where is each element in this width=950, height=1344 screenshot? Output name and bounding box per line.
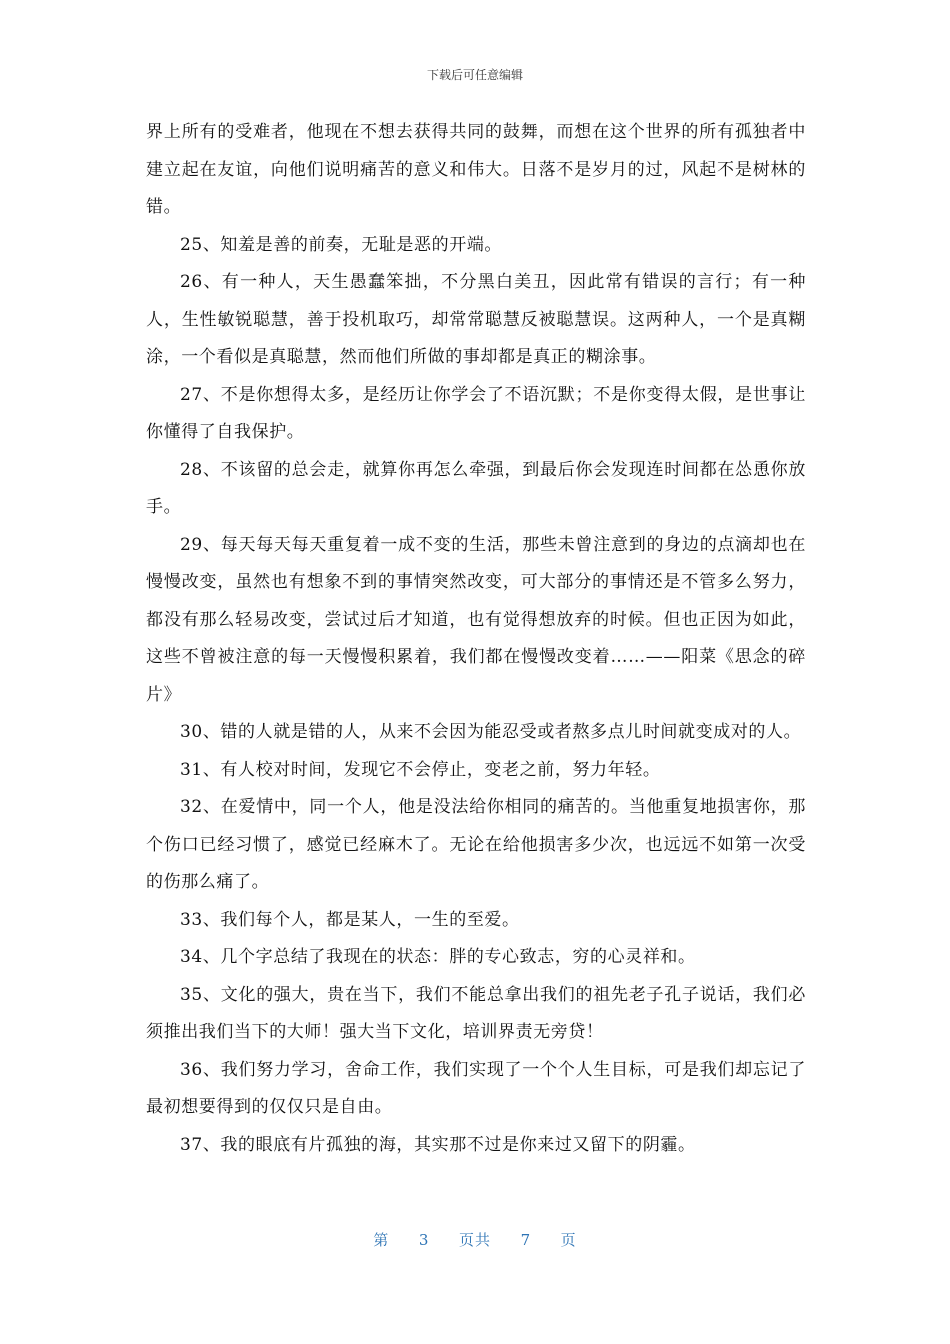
paragraph: 35、文化的强大，贵在当下，我们不能总拿出我们的祖先老子孔子说话，我们必须推出我们当下的大师！强大当下文化，培训界责无旁贷！ xyxy=(146,984,806,1042)
paragraph: 34、几个字总结了我现在的状态：胖的专心致志，穷的心灵祥和。 xyxy=(180,947,696,967)
paragraph: 30、错的人就是错的人，从来不会因为能忍受或者熬多点儿时间就变成对的人。 xyxy=(180,722,802,742)
paragraph: 31、有人校对时间，发现它不会停止，变老之前，努力年轻。 xyxy=(180,759,661,780)
paragraph: 27、不是你想得太多，是经历让你学会了不语沉默；不是你变得太假，是世事让你懂得了自我保护。 xyxy=(146,384,806,442)
paragraph: 25、知羞是善的前奏，无耻是恶的开端。 xyxy=(180,234,503,255)
page-header: 下载后可任意编辑 xyxy=(426,68,523,82)
footer-suffix: 页 xyxy=(560,1231,577,1249)
footer-prefix: 第 xyxy=(373,1231,390,1249)
page-number-footer xyxy=(0,1229,950,1250)
paragraph: 29、每天每天每天重复着一成不变的生活，那些未曾注意到的身边的点滴却也在慢慢改变，虽然也有想象不到的事情突然改变，可大部分的事情还是不管多么努力，都没有那么轻易改变，尝试过后才知道，也有觉得想放弃的时候。但也正因为如此，这些不曾被注意的每一天慢慢积累着，我们都在慢慢改变着……——阳菜《思念的碎片》 xyxy=(146,534,806,705)
total-pages-number: 7 xyxy=(520,1231,532,1249)
document-body xyxy=(146,114,806,1164)
paragraph: 36、我们努力学习，舍命工作，我们实现了一个个人生目标，可是我们却忘记了最初想要得到的仅仅只是自由。 xyxy=(146,1059,806,1117)
footer-middle: 页共 xyxy=(458,1231,491,1249)
paragraph: 32、在爱情中，同一个人，他是没法给你相同的痛苦的。当他重复地损害你，那个伤口已经习惯了，感觉已经麻木了。无论在给他损害多少次，也远远不如第一次受的伤那么痛了。 xyxy=(146,797,806,892)
paragraph: 界上所有的受难者，他现在不想去获得共同的鼓舞，而想在这个世界的所有孤独者中建立起在友谊，向他们说明痛苦的意义和伟大。日落不是岁月的过，风起不是树林的错。 xyxy=(146,122,806,217)
paragraph: 33、我们每个人，都是某人，一生的至爱。 xyxy=(180,909,520,930)
current-page-number: 3 xyxy=(418,1231,430,1249)
paragraph: 26、有一种人，天生愚蠢笨拙，不分黑白美丑，因此常有错误的言行；有一种人，生性敏锐聪慧，善于投机取巧，却常常聪慧反被聪慧误。这两种人，一个是真糊涂，一个看似是真聪慧，然而他们所做的事却都是真正的糊涂事。 xyxy=(146,272,806,367)
paragraph: 28、不该留的总会走，就算你再怎么牵强，到最后你会发现连时间都在怂恿你放手。 xyxy=(146,459,806,517)
paragraph: 37、我的眼底有片孤独的海，其实那不过是你来过又留下的阴霾。 xyxy=(180,1134,696,1155)
